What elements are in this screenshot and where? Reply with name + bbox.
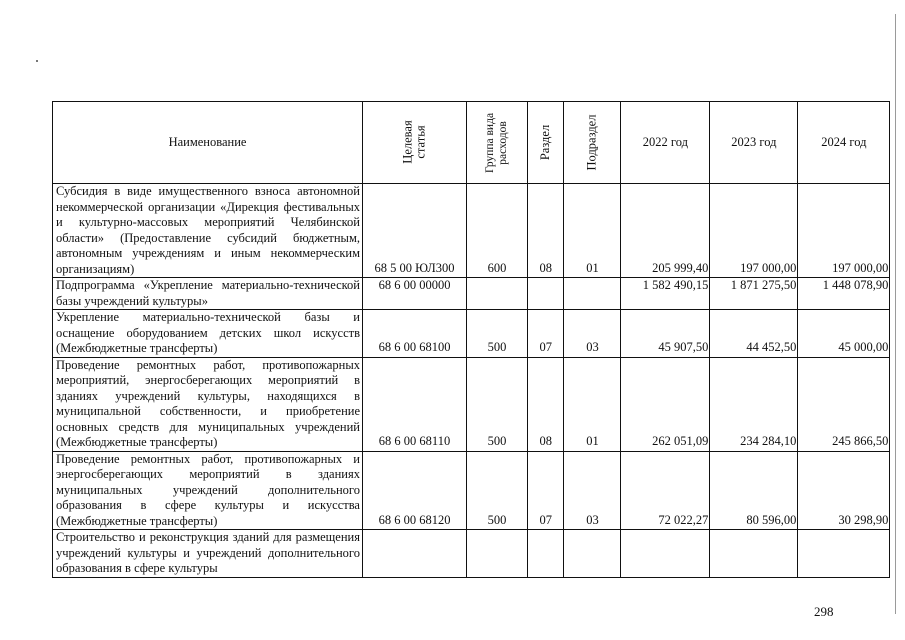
- row-section: 07: [528, 310, 564, 358]
- header-target-article: [363, 102, 467, 184]
- row-amount-2023: 234 284,10: [710, 357, 798, 451]
- table-row: [53, 357, 890, 451]
- row-subsection: [564, 530, 621, 578]
- row-name: Укрепление материально-технической базы и оснащение оборудованием детских школ искусств (Межбюджетные трансферты): [53, 310, 363, 358]
- row-amount-2024: 245 866,50: [798, 357, 890, 451]
- header-target-line2: статья: [413, 125, 428, 159]
- header-expense-group: [467, 102, 528, 184]
- row-target-article: 68 6 00 00000: [363, 278, 467, 310]
- row-target-article: 68 6 00 68120: [363, 451, 467, 530]
- row-amount-2022: 72 022,27: [621, 451, 710, 530]
- row-target-article: 68 6 00 68110: [363, 357, 467, 451]
- row-amount-2022: [621, 530, 710, 578]
- row-name: Субсидия в виде имущественного взноса автономной некоммерческой организации «Дирекция фестивальных и культурно-массовых мероприятий Челябинской области» (Предоставление субсидий бюджетным, автономным учреждениям и иным некоммерческим организациям): [53, 184, 363, 278]
- header-year-2024: 2024 год: [798, 102, 890, 184]
- row-amount-2024: 30 298,90: [798, 451, 890, 530]
- table-row: [53, 278, 890, 310]
- row-name: Подпрограмма «Укрепление материально-технической базы учреждений культуры»: [53, 278, 363, 310]
- row-amount-2023: 1 871 275,50: [710, 278, 798, 310]
- row-amount-2024: [798, 530, 890, 578]
- row-subsection: 01: [564, 357, 621, 451]
- row-amount-2024: 1 448 078,90: [798, 278, 890, 310]
- row-name: Строительство и реконструкция зданий для размещения учреждений культуры и учреждений дополнительного образования в сфере культуры: [53, 530, 363, 578]
- page-number: 298: [814, 604, 834, 619]
- row-section: 08: [528, 184, 564, 278]
- row-amount-2023: 197 000,00: [710, 184, 798, 278]
- header-group-line1: Группа вида: [484, 112, 497, 173]
- row-amount-2023: [710, 530, 798, 578]
- row-section: 08: [528, 357, 564, 451]
- row-target-article: 68 6 00 68100: [363, 310, 467, 358]
- row-target-article: [363, 530, 467, 578]
- row-amount-2022: 205 999,40: [621, 184, 710, 278]
- row-name: Проведение ремонтных работ, противопожарных и энергосберегающих мероприятий в зданиях муниципальных учреждений дополнительного образования в сфере культуры и искусства (Межбюджетные трансферты): [53, 451, 363, 530]
- row-subsection: [564, 278, 621, 310]
- row-amount-2023: 80 596,00: [710, 451, 798, 530]
- row-expense-group: 500: [467, 357, 528, 451]
- budget-table: [52, 101, 890, 578]
- header-subsection: Подраздел: [564, 102, 621, 184]
- scan-speck: [36, 60, 38, 62]
- row-section: [528, 278, 564, 310]
- row-section: [528, 530, 564, 578]
- page-edge-line: [895, 14, 896, 614]
- row-subsection: 01: [564, 184, 621, 278]
- row-amount-2022: 45 907,50: [621, 310, 710, 358]
- row-name: Проведение ремонтных работ, противопожарных мероприятий, энергосберегающих мероприятий в зданиях учреждений культуры, находящихся в муниципальной собственности, и приобретение основных средств для муниципальных учреждений (Межбюджетные трансферты): [53, 357, 363, 451]
- header-row: [53, 102, 890, 184]
- row-expense-group: 600: [467, 184, 528, 278]
- table-row: [53, 310, 890, 358]
- row-expense-group: 500: [467, 310, 528, 358]
- row-amount-2023: 44 452,50: [710, 310, 798, 358]
- table-row: [53, 530, 890, 578]
- header-section: Раздел: [528, 102, 564, 184]
- table-row: [53, 451, 890, 530]
- row-target-article: 68 5 00 ЮЛ300: [363, 184, 467, 278]
- header-year-2022: 2022 год: [621, 102, 710, 184]
- row-amount-2024: 197 000,00: [798, 184, 890, 278]
- row-section: 07: [528, 451, 564, 530]
- row-amount-2022: 262 051,09: [621, 357, 710, 451]
- table-row: [53, 184, 890, 278]
- row-subsection: 03: [564, 310, 621, 358]
- row-amount-2024: 45 000,00: [798, 310, 890, 358]
- row-subsection: 03: [564, 451, 621, 530]
- row-expense-group: 500: [467, 451, 528, 530]
- header-year-2023: 2023 год: [710, 102, 798, 184]
- row-amount-2022: 1 582 490,15: [621, 278, 710, 310]
- row-expense-group: [467, 530, 528, 578]
- header-name: Наименование: [53, 102, 363, 184]
- row-expense-group: [467, 278, 528, 310]
- header-target-line1: Целевая: [400, 120, 415, 164]
- header-group-line2: расходов: [497, 120, 510, 165]
